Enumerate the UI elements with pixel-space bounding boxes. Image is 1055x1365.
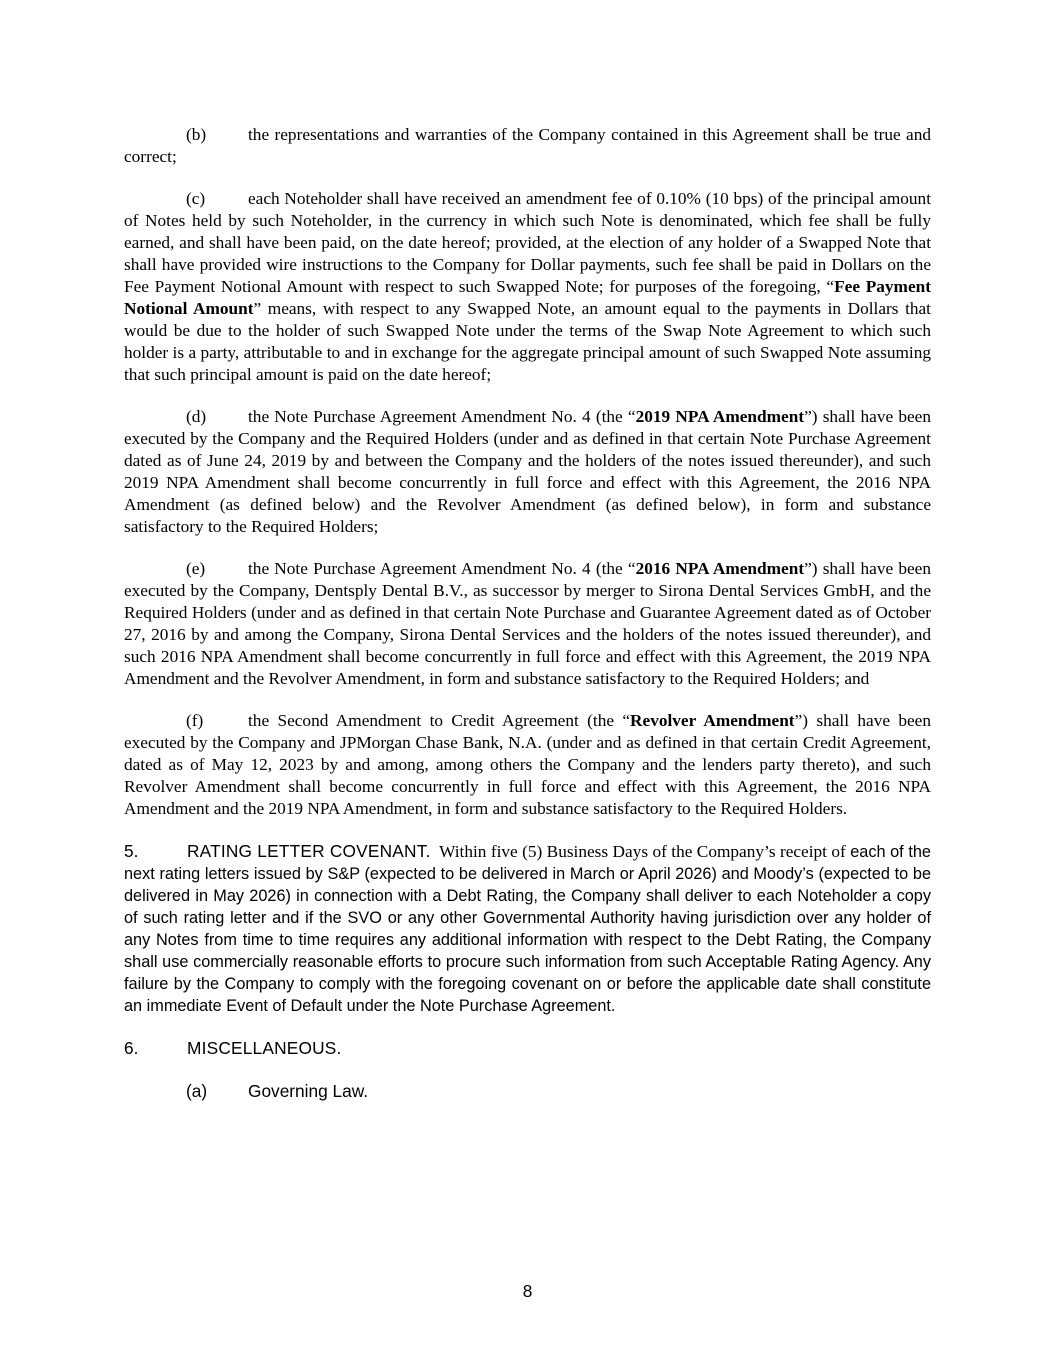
section-5-title: RATING LETTER COVENANT.: [187, 841, 431, 861]
paragraph-b-label: (b): [186, 125, 207, 144]
section-6-number: 6.: [124, 1038, 139, 1058]
paragraph-c-text-after: ” means, with respect to any Swapped Note, an amount equal to the payments in Dollars that would be due to the holder of such Swapped Note under the terms of the Swap Note Agreement to which such holder is a party, attributable to and in exchange for the aggregate principal amount of such Swapped Note assuming that such principal amount is paid on the date hereof;: [124, 299, 931, 384]
paragraph-d-text-after: ”) shall have been executed by the Company and the Required Holders (under and as defined in that certain Note Purchase Agreement dated as of June 24, 2019 by and between the Company and the holders of the notes issued thereunder), and such 2019 NPA Amendment shall become concurrently in full force and effect with this Agreement, the 2016 NPA Amendment (as defined below) and the Revolver Amendment (as defined below), in form and substance satisfactory to the Required Holders;: [124, 407, 931, 536]
paragraph-e-label: (e): [186, 559, 206, 578]
paragraph-b-text: the representations and warranties of the Company contained in this Agreement shall be true and correct;: [124, 125, 931, 166]
section-6a: [124, 1080, 931, 1103]
paragraph-e: [124, 558, 931, 690]
paragraph-d: [124, 406, 931, 538]
section-6a-title: Governing Law.: [248, 1081, 369, 1101]
section-5-text-sans: each of the next rating letters issued by S&P (expected to be delivered in March or April 2026) and Moody’s (expected to be delivered in May 2026) in connection with a Debt Rating, the Company shall deliver to each Noteholder a copy of such rating letter and if the SVO or any other Governmental Authority having jurisdiction over any holder of any Notes from time to time requires any additional information with respect to the Debt Rating, the Company shall use commercially reasonable efforts to procure such information from such Acceptable Rating Agency. Any failure by the Company to comply with the foregoing covenant on or before the applicable date shall constitute an immediate Event of Default under the Note Purchase Agreement.: [124, 843, 931, 1015]
paragraph-e-text-before: the Note Purchase Agreement Amendment No. 4 (the “: [248, 559, 636, 578]
defined-term-revolver-amendment: Revolver Amendment: [630, 711, 795, 730]
paragraph-c-label: (c): [186, 189, 206, 208]
defined-term-2016-npa-amendment: 2016 NPA Amendment: [635, 559, 805, 578]
paragraph-d-label: (d): [186, 407, 207, 426]
paragraph-f-label: (f): [186, 711, 204, 730]
defined-term-2019-npa-amendment: 2019 NPA Amendment: [635, 407, 805, 426]
paragraph-c: [124, 188, 931, 386]
section-6a-label: (a): [186, 1081, 208, 1101]
paragraph-e-text-after: ”) shall have been executed by the Company, Dentsply Dental B.V., as successor by merger to Sirona Dental Services GmbH, and the Required Holders (under and as defined in that certain Note Purchase and Guarantee Agreement dated as of October 27, 2016 by and among the Company, Sirona Dental Services and the holders of the notes issued thereunder), and such 2016 NPA Amendment shall become concurrently in full force and effect with this Agreement, the 2019 NPA Amendment and the Revolver Amendment, in form and substance satisfactory to the Required Holders; and: [124, 559, 931, 688]
page-content: [124, 124, 931, 1103]
page-number: 8: [522, 1281, 533, 1301]
paragraph-f-text-before: the Second Amendment to Credit Agreement (the “: [248, 711, 631, 730]
defined-term-fee-payment-notional-amount: Fee Payment Notional Amount: [124, 277, 931, 318]
section-5-text-serif: Within five (5) Business Days of the Company’s receipt of: [439, 842, 846, 861]
section-5-number: 5.: [124, 841, 139, 861]
section-6-title: MISCELLANEOUS.: [187, 1038, 342, 1058]
section-5: [124, 840, 931, 1017]
paragraph-b: [124, 124, 931, 168]
paragraph-f-text-after: ”) shall have been executed by the Company and JPMorgan Chase Bank, N.A. (under and as defined in that certain Credit Agreement, dated as of May 12, 2023 by and among, among others the Company and the lenders party thereto), and such Revolver Amendment shall become concurrently in full force and effect with this Agreement, the 2016 NPA Amendment and the 2019 NPA Amendment, in form and substance satisfactory to the Required Holders.: [124, 711, 931, 818]
paragraph-c-text-before: each Noteholder shall have received an amendment fee of 0.10% (10 bps) of the principal amount of Notes held by such Noteholder, in the currency in which such Note is denominated, which fee shall be fully earned, and shall have been paid, on the date hereof; provided, at the election of any holder of a Swapped Note that shall have provided wire instructions to the Company for Dollar payments, such fee shall be paid in Dollars on the Fee Payment Notional Amount with respect to such Swapped Note; for purposes of the foregoing, “: [124, 189, 931, 296]
paragraph-f: [124, 710, 931, 820]
paragraph-d-text-before: the Note Purchase Agreement Amendment No. 4 (the “: [248, 407, 636, 426]
section-6: [124, 1037, 931, 1060]
